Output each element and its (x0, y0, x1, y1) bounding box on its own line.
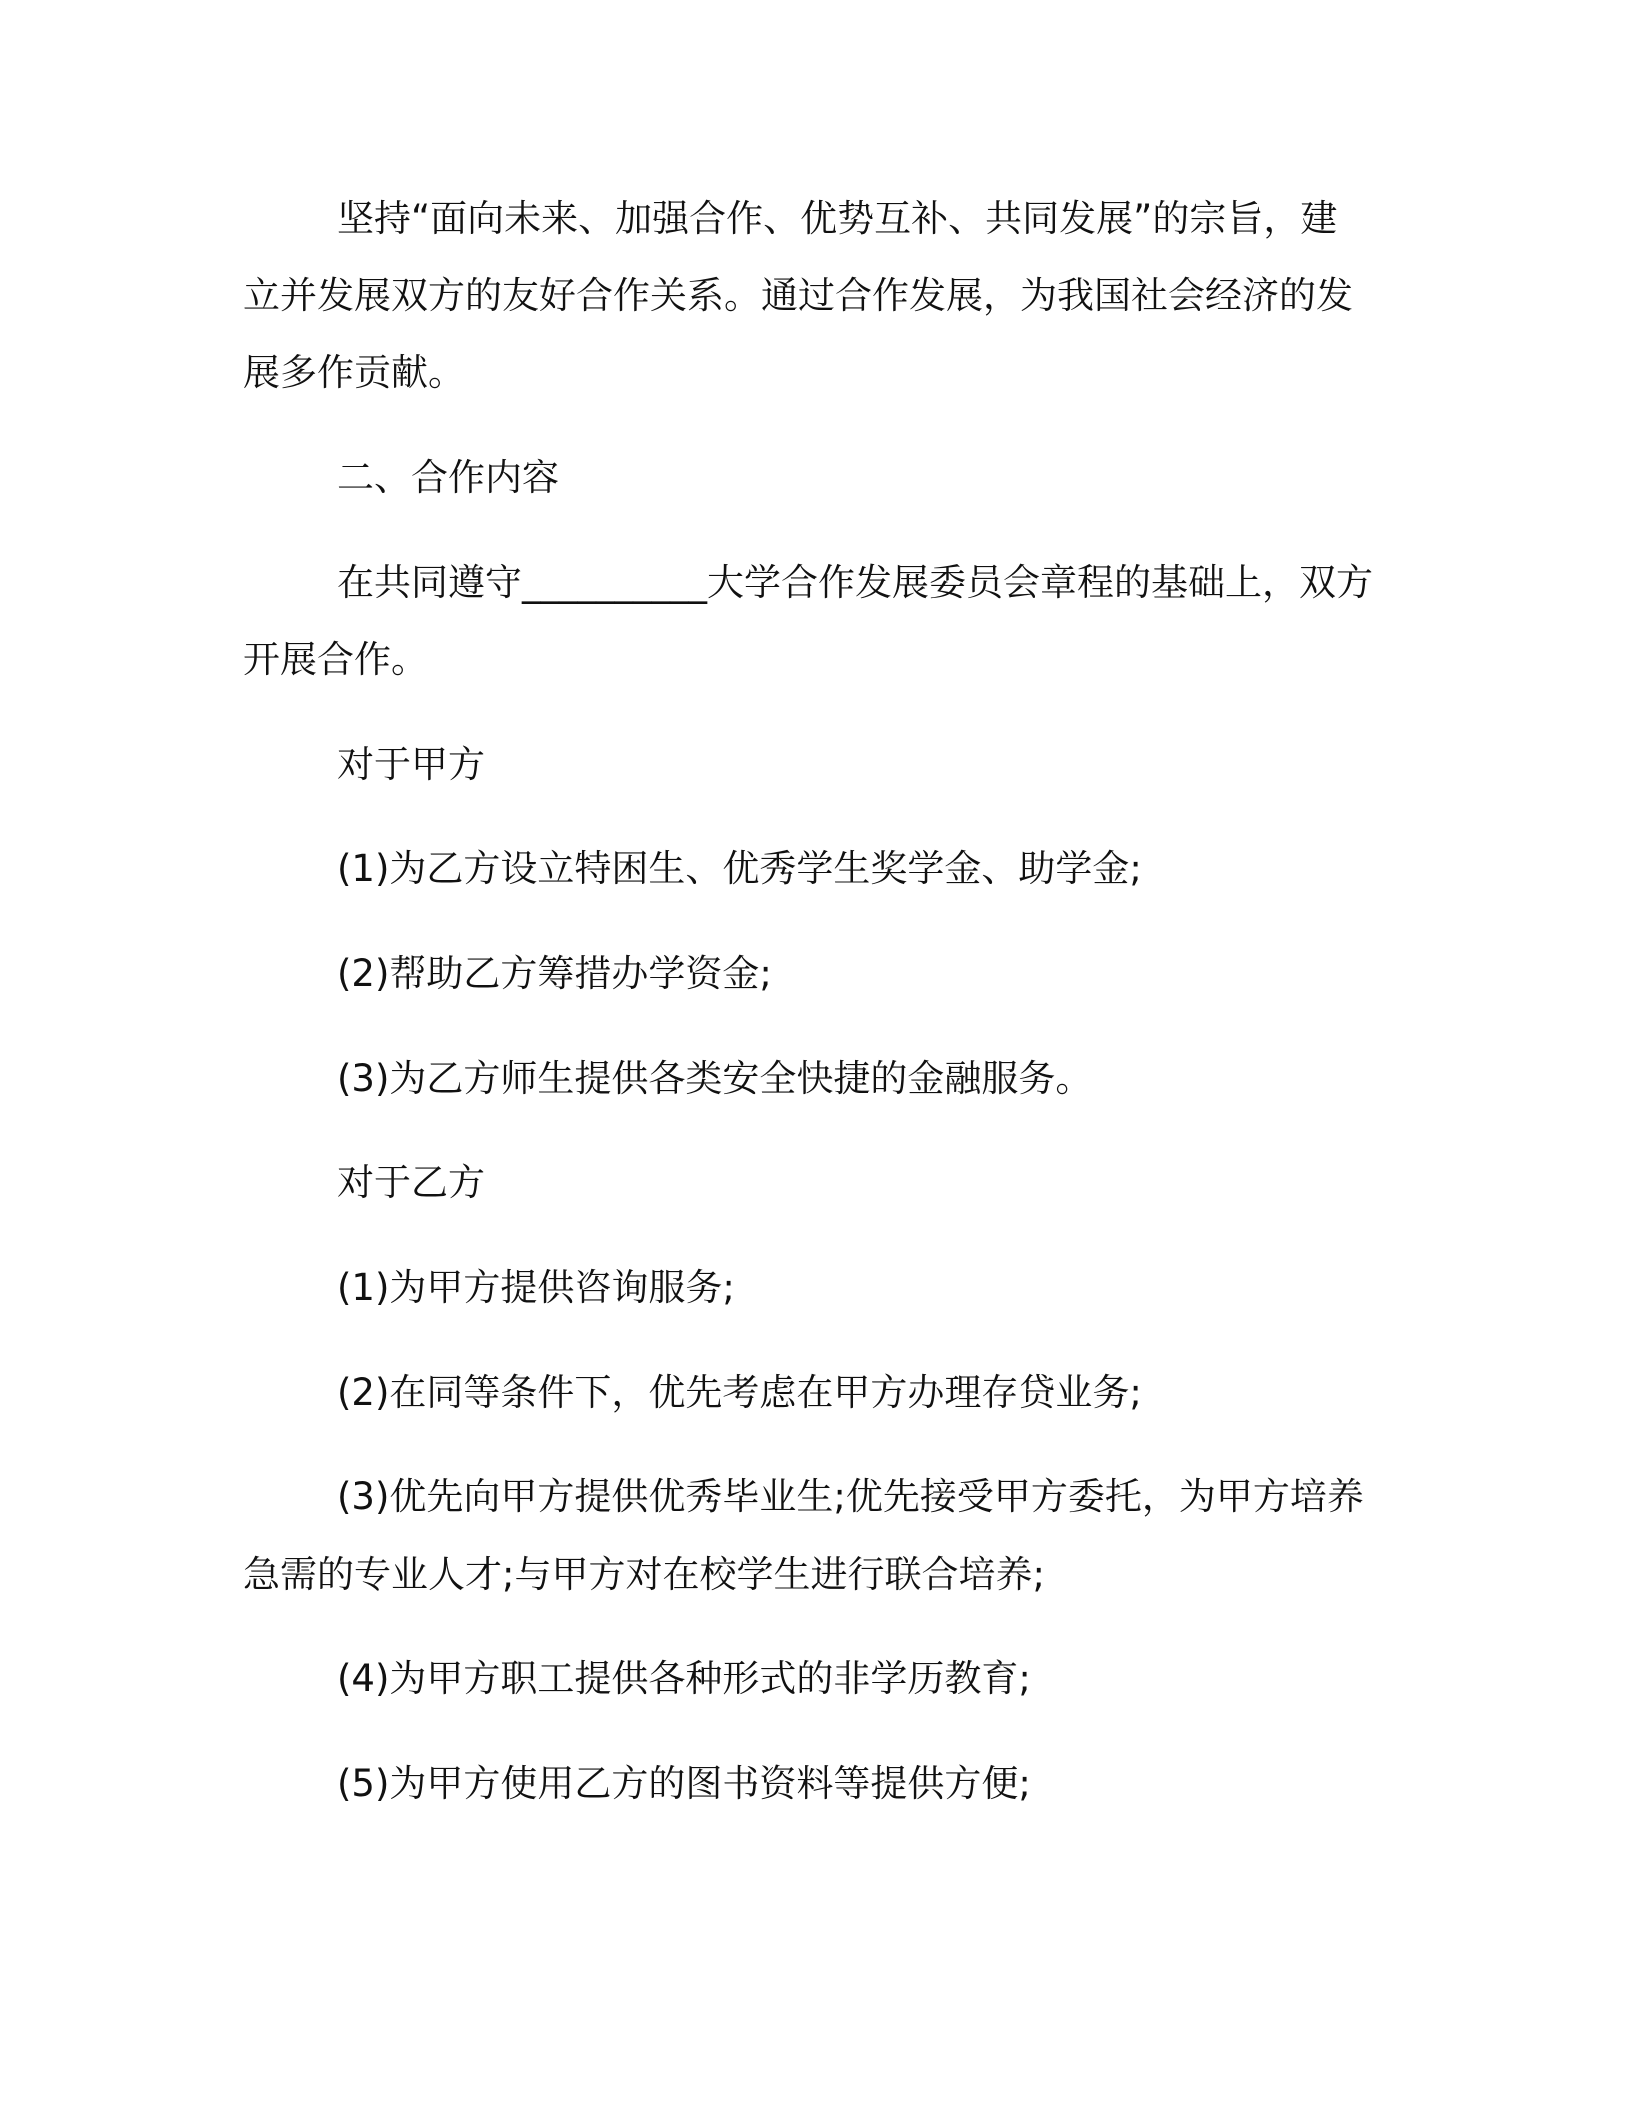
party-b-item-3 (243, 1458, 1387, 1612)
list-item-line: (4)为甲方职工提供各种形式的非学历教育; (337, 1657, 1031, 1701)
party-a-heading-text: 对于甲方 (337, 742, 485, 786)
list-item-line: (1)为甲方提供咨询服务; (337, 1266, 735, 1310)
intro-paragraph (243, 544, 1387, 698)
list-item-line: (3)为乙方师生提供各类安全快捷的金融服务。 (337, 1056, 1093, 1100)
paragraph-line: 在共同遵守__________大学合作发展委员会章程的基础上，双方 (337, 560, 1373, 604)
paragraph-line: 展多作贡献。 (243, 351, 465, 395)
section-heading (243, 439, 1387, 516)
party-b-heading-text: 对于乙方 (337, 1161, 485, 1205)
party-b-item-4 (243, 1640, 1387, 1717)
list-item-line: 急需的专业人才;与甲方对在校学生进行联合培养; (243, 1552, 1045, 1596)
list-item-line: (5)为甲方使用乙方的图书资料等提供方便; (337, 1762, 1031, 1805)
party-b-item-2 (243, 1354, 1387, 1431)
list-item-line: (2)帮助乙方筹措办学资金; (337, 952, 772, 995)
party-b-item-1 (243, 1249, 1387, 1326)
document-body (243, 180, 1387, 1850)
paragraph-line: 坚持“面向未来、加强合作、优势互补、共同发展”的宗旨，建 (337, 197, 1338, 240)
purpose-paragraph (243, 180, 1387, 412)
paragraph-line: 立并发展双方的友好合作关系。通过合作发展，为我国社会经济的发 (243, 274, 1353, 318)
list-item-line: (1)为乙方设立特困生、优秀学生奖学金、助学金; (337, 847, 1142, 891)
party-a-item-1 (243, 830, 1387, 907)
list-item-line: (3)优先向甲方提供优秀毕业生;优先接受甲方委托，为甲方培养 (337, 1475, 1364, 1519)
party-a-item-3 (243, 1040, 1387, 1117)
party-a-heading (243, 726, 1387, 803)
list-item-line: (2)在同等条件下，优先考虑在甲方办理存贷业务; (337, 1370, 1142, 1414)
paragraph-line: 开展合作。 (243, 637, 428, 681)
party-a-item-2 (243, 935, 1387, 1012)
party-b-heading (243, 1144, 1387, 1221)
section-heading-text: 二、合作内容 (337, 456, 559, 500)
party-b-item-5 (243, 1745, 1387, 1822)
